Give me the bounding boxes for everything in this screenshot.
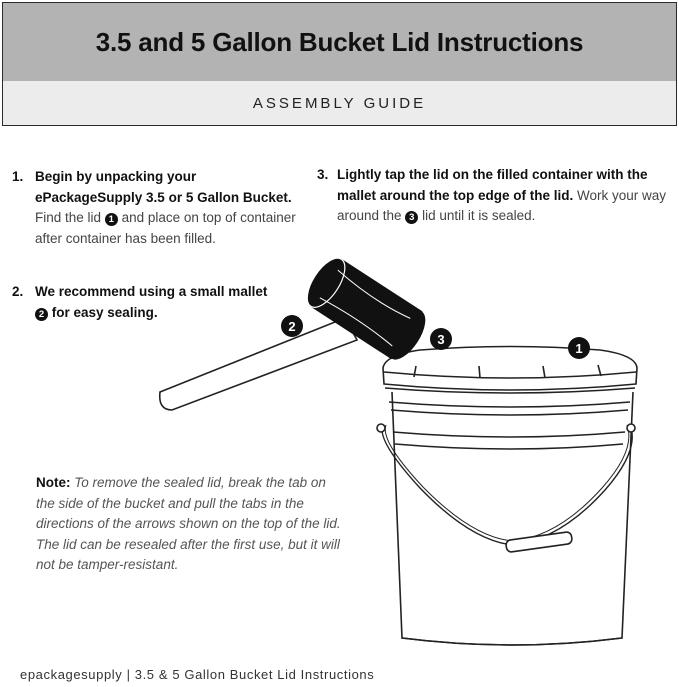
step-3-text-after: lid until it is sealed. (422, 208, 536, 223)
step-3-number: 3. (317, 167, 329, 182)
page-title: 3.5 and 5 Gallon Bucket Lid Instructions (95, 26, 584, 57)
step-2-marker: 2 (35, 308, 48, 321)
step-1-number: 1. (12, 169, 24, 184)
illustration-marker-2 (281, 315, 303, 337)
step-2-bold-text: We recommend using a small mallet (35, 284, 268, 299)
illustration-marker-3 (430, 328, 452, 350)
step-1-bold-text: Begin by unpacking your ePackageSupply 3.5 or 5 Gallon Bucket. (35, 169, 292, 205)
illustration-marker-3-label: 3 (437, 332, 445, 347)
step-3-text-before: Work your way around the (337, 187, 667, 223)
step-1-text-before: Find the lid (35, 210, 102, 225)
step-3-bold-text: Lightly tap the lid on the filled container with the mallet around the top edge of the lid. (337, 167, 648, 203)
step-2-number: 2. (12, 284, 24, 299)
step-3-marker: 3 (405, 211, 418, 224)
illustration-marker-2-label: 2 (288, 319, 296, 334)
note-label: Note: (36, 475, 71, 490)
footer-text: epackagesupply | 3.5 & 5 Gallon Bucket Lid Instructions (20, 667, 375, 682)
step-2-bold-after: for easy sealing. (51, 304, 158, 320)
step-1-text-after: and place on top of container after container has been filled. (35, 210, 296, 246)
illustration-marker-1-label: 1 (575, 341, 583, 356)
note-text: To remove the sealed lid, break the tab on the side of the bucket and pull the tabs in the directions of the arrows shown on the top of the lid. The lid can be resealed after the first use, but it will not be tamper-resistant. (36, 475, 341, 572)
step-1-marker: 1 (105, 213, 118, 226)
bucket-icon (377, 347, 637, 646)
illustration-marker-1 (568, 337, 590, 359)
page-subtitle: ASSEMBLY GUIDE (252, 94, 427, 112)
note-paragraph (36, 473, 346, 576)
